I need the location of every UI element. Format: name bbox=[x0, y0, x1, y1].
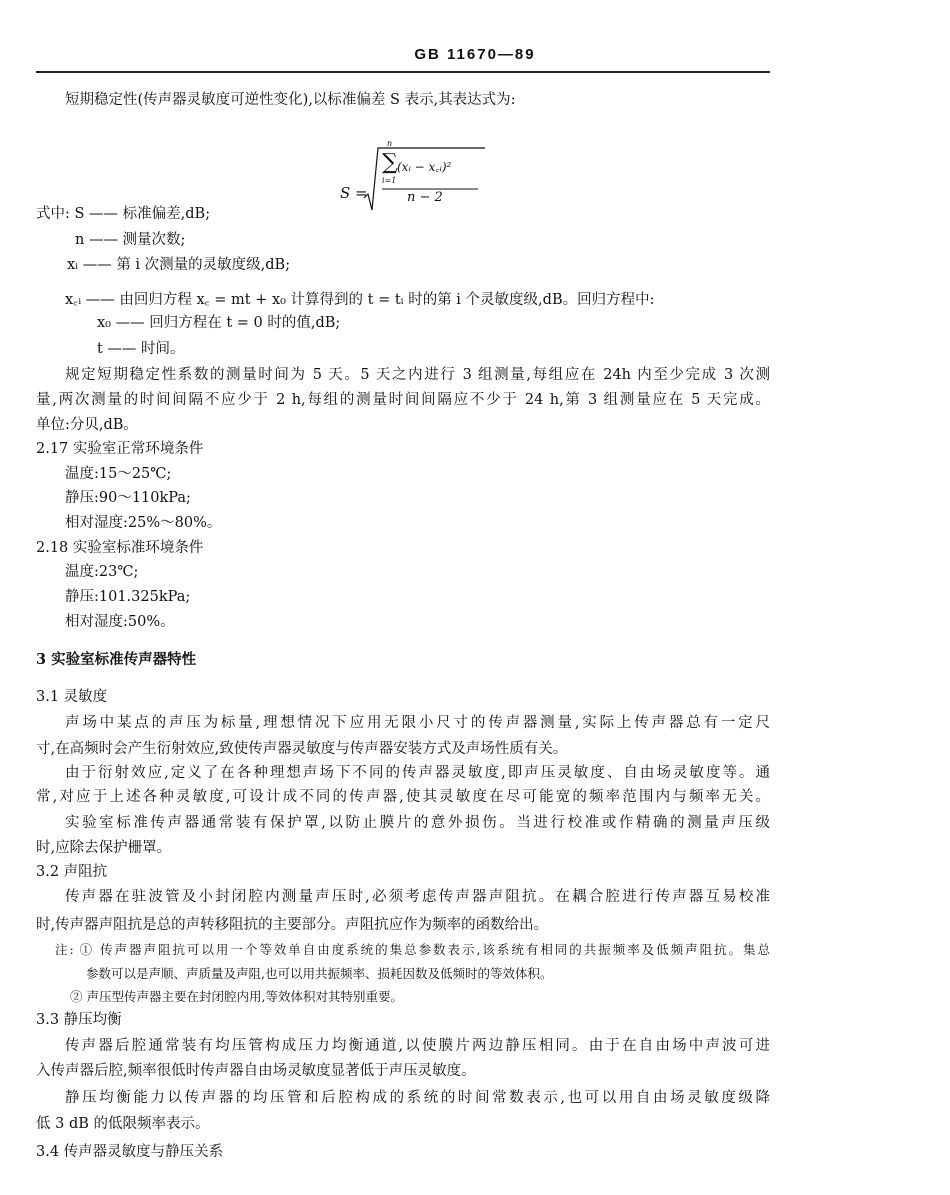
paragraph-line: 单位:分贝,dB。 bbox=[36, 417, 138, 433]
document-header: GB 11670—89 bbox=[414, 46, 536, 63]
variable-definition: xᵢ —— 第 i 次测量的灵敏度级,dB; bbox=[67, 257, 291, 273]
paragraph-line: 传声器在驻波管及小封闭腔内测量声压时,必须考虑传声器声阻抗。在耦合腔进行传声器互易校准 bbox=[65, 889, 770, 905]
condition-item: 温度:23℃; bbox=[65, 564, 139, 580]
paragraph-line: 低 3 dB 的低限频率表示。 bbox=[36, 1116, 210, 1132]
paragraph-line: 规定短期稳定性系数的测量时间为 5 天。5 天之内进行 3 组测量,每组应在 24h 内至少完成 3 次测 bbox=[65, 367, 770, 383]
section-heading: 3.3 静压均衡 bbox=[36, 1012, 122, 1028]
sum-upper: n bbox=[387, 139, 393, 148]
section-heading: 3.2 声阻抗 bbox=[36, 864, 108, 880]
section-heading: 2.18 实验室标准环境条件 bbox=[36, 540, 204, 556]
note-item: 注: ① 传声器声阻抗可以用一个等效单自由度系统的集总参数表示,该系统有相同的共振频率及低频声阻抗。集总 bbox=[55, 942, 770, 957]
section-heading: 3.1 灵敏度 bbox=[36, 689, 108, 705]
where-clause: 式中: S —— 标准偏差,dB; bbox=[36, 206, 211, 222]
paragraph-line: 常,对应于上述各种灵敏度,可设计成不同的传声器,使其灵敏度在尽可能宽的频率范围内与频率无关。 bbox=[36, 789, 770, 805]
paragraph-line: 寸,在高频时会产生衍射效应,致使传声器灵敏度与传声器安装方式及声场性质有关。 bbox=[36, 741, 568, 757]
paragraph-line: 量,两次测量的时间间隔不应少于 2 h,每组的测量时间间隔应不少于 24 h,第 3 组测量应在 5 天完成。 bbox=[36, 392, 770, 408]
section-heading: 3.4 传声器灵敏度与静压关系 bbox=[36, 1144, 224, 1160]
paragraph-line: 入传声器后腔,频率很低时传声器自由场灵敏度显著低于声压灵敏度。 bbox=[36, 1063, 476, 1079]
standard-deviation-formula bbox=[340, 140, 500, 210]
variable-definition: x꜀ᵢ —— 由回归方程 x꜀ = mt + x₀ 计算得到的 t = tᵢ 时的第 i 个灵敏度级,dB。回归方程中: bbox=[65, 292, 655, 308]
paragraph-line: 传声器后腔通常装有均压管构成压力均衡通道,以使膜片两边静压相同。由于在自由场中声波可进 bbox=[65, 1038, 770, 1054]
variable-definition: x₀ —— 回归方程在 t = 0 时的值,dB; bbox=[97, 315, 341, 331]
condition-item: 静压:101.325kPa; bbox=[65, 589, 191, 605]
note-item: ② 声压型传声器主要在封闭腔内用,等效体积对其特别重要。 bbox=[70, 989, 403, 1004]
paragraph-line: 由于衍射效应,定义了在各种理想声场下不同的传声器灵敏度,即声压灵敏度、自由场灵敏度等。通 bbox=[65, 765, 770, 781]
chapter-heading: 3 实验室标准传声器特性 bbox=[36, 651, 197, 668]
paragraph-line: 时,应除去保护栅罩。 bbox=[36, 840, 172, 856]
formula-numerator: (xᵢ − x꜀ᵢ)² bbox=[397, 160, 452, 174]
note-item: 参数可以是声顺、声质量及声阻,也可以用共振频率、损耗因数及低频时的等效体积。 bbox=[86, 966, 553, 981]
sum-symbol: ∑ bbox=[382, 150, 398, 175]
header-rule bbox=[36, 71, 770, 73]
sum-lower: i=1 bbox=[382, 176, 397, 185]
paragraph-line: 时,传声器声阻抗是总的声转移阻抗的主要部分。声阻抗应作为频率的函数给出。 bbox=[36, 917, 549, 933]
formula-denominator: n − 2 bbox=[407, 190, 443, 205]
formula-lhs: S = bbox=[340, 184, 368, 202]
paragraph-line: 静压均衡能力以传声器的均压管和后腔构成的系统的时间常数表示,也可以用自由场灵敏度级降 bbox=[65, 1090, 770, 1106]
condition-item: 温度:15～25℃; bbox=[65, 466, 172, 482]
paragraph-line: 短期稳定性(传声器灵敏度可逆性变化),以标准偏差 S 表示,其表达式为: bbox=[65, 92, 516, 108]
condition-item: 静压:90～110kPa; bbox=[65, 490, 191, 506]
paragraph-line: 声场中某点的声压为标量,理想情况下应用无限小尺寸的传声器测量,实际上传声器总有一定尺 bbox=[65, 715, 770, 731]
variable-definition: n —— 测量次数; bbox=[75, 232, 186, 248]
paragraph-line: 实验室标准传声器通常装有保护罩,以防止膜片的意外损伤。当进行校准或作精确的测量声压级 bbox=[65, 815, 770, 831]
variable-definition: t —— 时间。 bbox=[97, 341, 185, 357]
section-heading: 2.17 实验室正常环境条件 bbox=[36, 441, 204, 457]
condition-item: 相对湿度:25%～80%。 bbox=[65, 515, 222, 531]
condition-item: 相对湿度:50%。 bbox=[65, 614, 175, 630]
